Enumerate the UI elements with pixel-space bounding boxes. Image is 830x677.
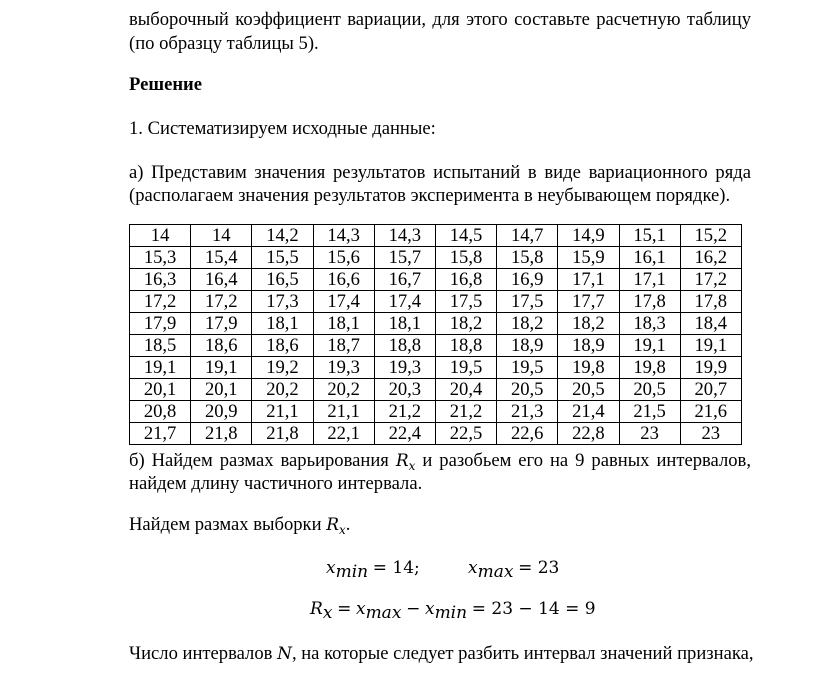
table-cell: 21,7 [130, 423, 191, 445]
table-cell: 20,5 [558, 379, 619, 401]
table-cell: 20,9 [191, 401, 252, 423]
table-cell: 22,1 [313, 423, 374, 445]
table-cell: 17,5 [435, 291, 496, 313]
table-cell: 23 [680, 423, 741, 445]
table-row [130, 357, 742, 379]
table-cell: 22,5 [435, 423, 496, 445]
table-cell: 18,9 [558, 335, 619, 357]
table-cell: 15,3 [130, 247, 191, 269]
table-cell: 21,1 [252, 401, 313, 423]
table-cell: 19,9 [680, 357, 741, 379]
table-cell: 15,6 [313, 247, 374, 269]
table-cell: 14,9 [558, 225, 619, 247]
table-cell: 14,7 [497, 225, 558, 247]
table-cell: 20,5 [497, 379, 558, 401]
table-cell: 18,2 [558, 313, 619, 335]
table-cell: 17,2 [680, 269, 741, 291]
table-cell: 17,7 [558, 291, 619, 313]
table-cell: 18,2 [497, 313, 558, 335]
table-cell: 15,8 [497, 247, 558, 269]
table-cell: 16,2 [680, 247, 741, 269]
range-sentence: Найдем размах выборки $R_x$. [129, 514, 351, 537]
solution-heading: Решение [129, 74, 202, 95]
step-b-text-before: б) Найдем размах варьирования [129, 450, 389, 471]
formula-range: $R_x = x_{max} - x_{min} = 23 - 14 = 9$ [310, 599, 596, 623]
table-cell: 18,8 [374, 335, 435, 357]
table-cell: 18,1 [374, 313, 435, 335]
intervals-sentence: Число интервалов N, на которые следует разбить интервал значений признака, [129, 643, 754, 664]
table-cell: 15,7 [374, 247, 435, 269]
step-b-text-after: и разобьем его на 9 равных интервалов, [422, 450, 751, 471]
table-row [130, 401, 742, 423]
table-cell: 16,7 [374, 269, 435, 291]
table-cell: 19,2 [252, 357, 313, 379]
table-cell: 18,3 [619, 313, 680, 335]
table-row [130, 423, 742, 445]
table-cell: 14 [191, 225, 252, 247]
table-cell: 17,2 [130, 291, 191, 313]
table-cell: 18,6 [252, 335, 313, 357]
table-cell: 21,8 [191, 423, 252, 445]
table-cell: 19,3 [313, 357, 374, 379]
table-cell: 22,4 [374, 423, 435, 445]
table-cell: 19,1 [130, 357, 191, 379]
formula-xmin: $x_{min} = 14$; [326, 558, 420, 582]
table-row [130, 335, 742, 357]
range-symbol-inline: $R_x$ [326, 515, 346, 537]
table-cell: 21,4 [558, 401, 619, 423]
step-1-text: 1. Систематизируем исходные данные: [129, 118, 436, 139]
step-a-line2: (располагаем значения результатов эксперимента в неубывающем порядке). [129, 185, 731, 206]
table-cell: 18,8 [435, 335, 496, 357]
table-cell: 15,1 [619, 225, 680, 247]
table-cell: 21,6 [680, 401, 741, 423]
table-cell: 14,2 [252, 225, 313, 247]
paragraph-task-line1: выборочный коэффициент вариации, для этого составьте расчетную таблицу [129, 9, 751, 30]
table-cell: 17,4 [313, 291, 374, 313]
table-cell: 18,6 [191, 335, 252, 357]
table-cell: 21,2 [435, 401, 496, 423]
table-cell: 16,5 [252, 269, 313, 291]
formula-xmax: $x_{max} = 23$ [468, 558, 560, 582]
table-row [130, 291, 742, 313]
table-cell: 21,8 [252, 423, 313, 445]
range-symbol: $R_x$ [395, 451, 416, 473]
table-cell: 23 [619, 423, 680, 445]
table-cell: 22,8 [558, 423, 619, 445]
table-cell: 14 [130, 225, 191, 247]
table-cell: 17,1 [619, 269, 680, 291]
table-cell: 19,8 [558, 357, 619, 379]
step-a-line1: а) Представим значения результатов испытаний в виде вариационного ряда [129, 162, 751, 183]
intervals-count-symbol: N [277, 644, 292, 664]
table-cell: 20,7 [680, 379, 741, 401]
table-cell: 20,2 [252, 379, 313, 401]
table-cell: 18,2 [435, 313, 496, 335]
table-row [130, 313, 742, 335]
table-cell: 17,1 [558, 269, 619, 291]
table-cell: 20,8 [130, 401, 191, 423]
table-cell: 20,3 [374, 379, 435, 401]
table-row [130, 269, 742, 291]
table-cell: 16,1 [619, 247, 680, 269]
table-cell: 20,2 [313, 379, 374, 401]
table-cell: 17,9 [191, 313, 252, 335]
table-cell: 18,4 [680, 313, 741, 335]
step-b-line2: найдем длину частичного интервала. [129, 473, 423, 494]
table-cell: 20,1 [191, 379, 252, 401]
table-cell: 16,9 [497, 269, 558, 291]
table-cell: 15,2 [680, 225, 741, 247]
table-cell: 18,1 [313, 313, 374, 335]
table-cell: 16,6 [313, 269, 374, 291]
table-row [130, 247, 742, 269]
table-row [130, 225, 742, 247]
table-cell: 15,4 [191, 247, 252, 269]
table-cell: 17,3 [252, 291, 313, 313]
table-cell: 19,5 [435, 357, 496, 379]
table-cell: 21,5 [619, 401, 680, 423]
table-cell: 15,5 [252, 247, 313, 269]
table-cell: 20,4 [435, 379, 496, 401]
table-cell: 17,9 [130, 313, 191, 335]
table-cell: 17,8 [619, 291, 680, 313]
table-cell: 19,5 [497, 357, 558, 379]
table-cell: 20,5 [619, 379, 680, 401]
table-cell: 19,1 [619, 335, 680, 357]
table-cell: 15,8 [435, 247, 496, 269]
table-cell: 18,7 [313, 335, 374, 357]
table-cell: 17,5 [497, 291, 558, 313]
table-cell: 20,1 [130, 379, 191, 401]
variation-series-table [129, 224, 742, 445]
table-cell: 19,8 [619, 357, 680, 379]
table-cell: 21,2 [374, 401, 435, 423]
table-cell: 18,1 [252, 313, 313, 335]
table-cell: 16,3 [130, 269, 191, 291]
table-cell: 14,3 [313, 225, 374, 247]
paragraph-task-line2: (по образцу таблицы 5). [129, 33, 319, 54]
table-cell: 18,5 [130, 335, 191, 357]
table-cell: 17,2 [191, 291, 252, 313]
table-cell: 16,4 [191, 269, 252, 291]
table-cell: 17,8 [680, 291, 741, 313]
table-cell: 19,1 [680, 335, 741, 357]
table-cell: 21,1 [313, 401, 374, 423]
table-cell: 15,9 [558, 247, 619, 269]
table-cell: 16,8 [435, 269, 496, 291]
table-cell: 14,3 [374, 225, 435, 247]
table-cell: 19,1 [191, 357, 252, 379]
table-cell: 19,3 [374, 357, 435, 379]
table-cell: 18,9 [497, 335, 558, 357]
table-row [130, 379, 742, 401]
table-cell: 17,4 [374, 291, 435, 313]
table-cell: 21,3 [497, 401, 558, 423]
table-cell: 22,6 [497, 423, 558, 445]
table-cell: 14,5 [435, 225, 496, 247]
